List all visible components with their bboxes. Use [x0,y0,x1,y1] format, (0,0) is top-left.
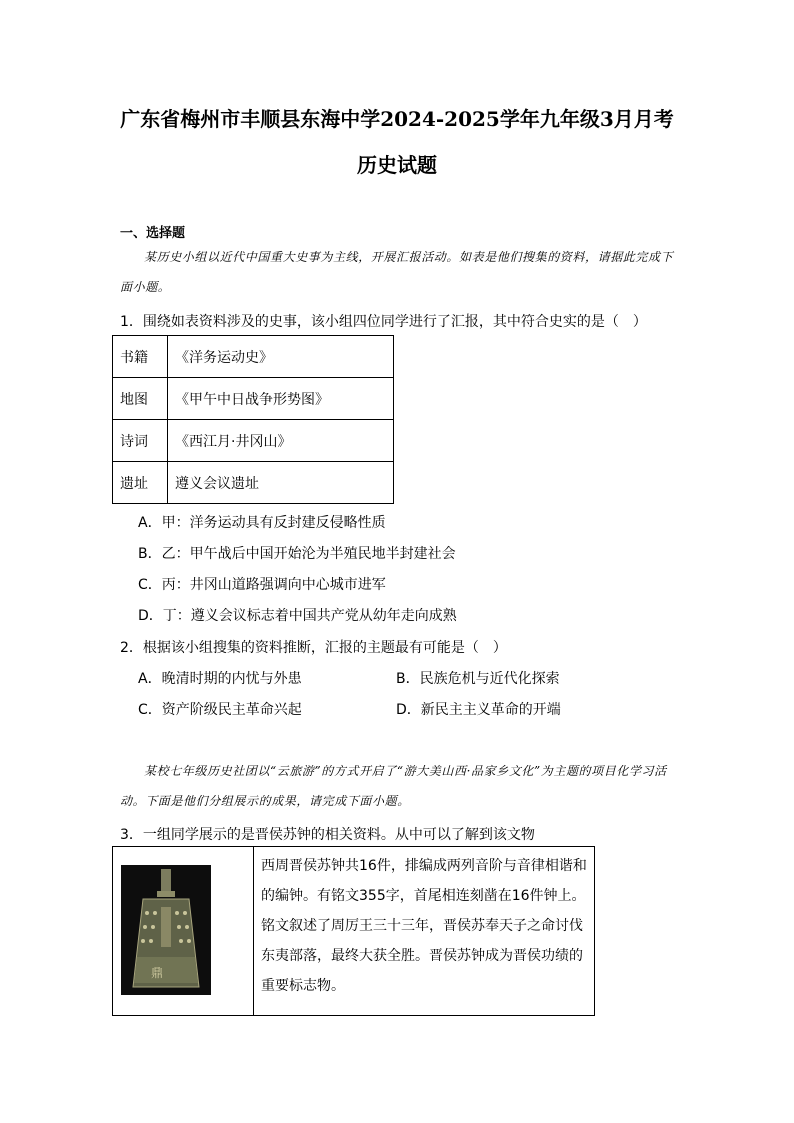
svg-text:鼎: 鼎 [151,966,164,980]
table-cell-type: 书籍 [113,336,168,378]
material-table [112,335,394,504]
description-line: 西周晋侯苏钟共16件，排编成两列音阶与音律相谐和 [261,858,587,874]
table-cell-content: 遵义会议遗址 [168,462,394,504]
question-2: 2．根据该小组搜集的资料推断，汇报的主题最有可能是（ ） [120,640,507,656]
table-row [113,420,394,462]
table-cell-type: 遗址 [113,462,168,504]
table-cell-type: 地图 [113,378,168,420]
question-3: 3．一组同学展示的是晋侯苏钟的相关资料。从中可以了解到该文物 [120,827,535,843]
q1-option-b: B．乙：甲午战后中国开始沦为半殖民地半封建社会 [138,546,456,562]
table-cell-type: 诗词 [113,420,168,462]
box-divider [253,847,254,1015]
table-cell-content: 《甲午中日战争形势图》 [168,378,394,420]
section-heading: 一、选择题 [120,226,186,241]
description-line: 东夷部落，最终大获全胜。晋侯苏钟成为晋侯功绩的 [261,948,583,964]
table-cell-content: 《洋务运动史》 [168,336,394,378]
table-cell-content: 《西江月·井冈山》 [168,420,394,462]
artifact-material-box [112,846,595,1016]
bronze-bell-image [121,865,211,995]
table-row [113,378,394,420]
q1-option-d: D．丁：遵义会议标志着中国共产党从幼年走向成熟 [138,608,457,624]
q2-option-d: D．新民主主义革命的开端 [396,702,561,718]
q2-option-c: C．资产阶级民主革命兴起 [138,702,302,718]
q1-option-c: C．丙：井冈山道路强调向中心城市进军 [138,577,386,593]
exam-title: 广东省梅州市丰顺县东海中学2024-2025学年九年级3月月考 [120,107,674,131]
description-line: 铭文叙述了周厉王三十三年，晋侯苏奉天子之命讨伐 [261,918,583,934]
description-line: 重要标志物。 [261,978,345,994]
q1-option-a: A．甲：洋务运动具有反封建反侵略性质 [138,515,386,531]
description-line: 的编钟。有铭文355字，首尾相连刻凿在16件钟上。 [261,888,586,904]
artifact-description [261,851,589,1001]
q2-option-a: A．晚清时期的内忧与外患 [138,671,302,687]
material-intro-2: 某校七年级历史社团以“云旅游”的方式开启了“游大美山西·品家乡文化”为主题的项目化学习活动。下面是他们分组展示的成果，请完成下面小题。 [120,764,667,808]
exam-subject-title: 历史试题 [357,153,437,177]
question-1: 1．围绕如表资料涉及的史事，该小组四位同学进行了汇报，其中符合史实的是（ ） [120,314,647,330]
table-row [113,336,394,378]
material-intro-1: 某历史小组以近代中国重大史事为主线，开展汇报活动。如表是他们搜集的资料，请据此完成下面小题。 [120,250,674,294]
table-row [113,462,394,504]
q2-option-b: B．民族危机与近代化探索 [396,671,560,687]
